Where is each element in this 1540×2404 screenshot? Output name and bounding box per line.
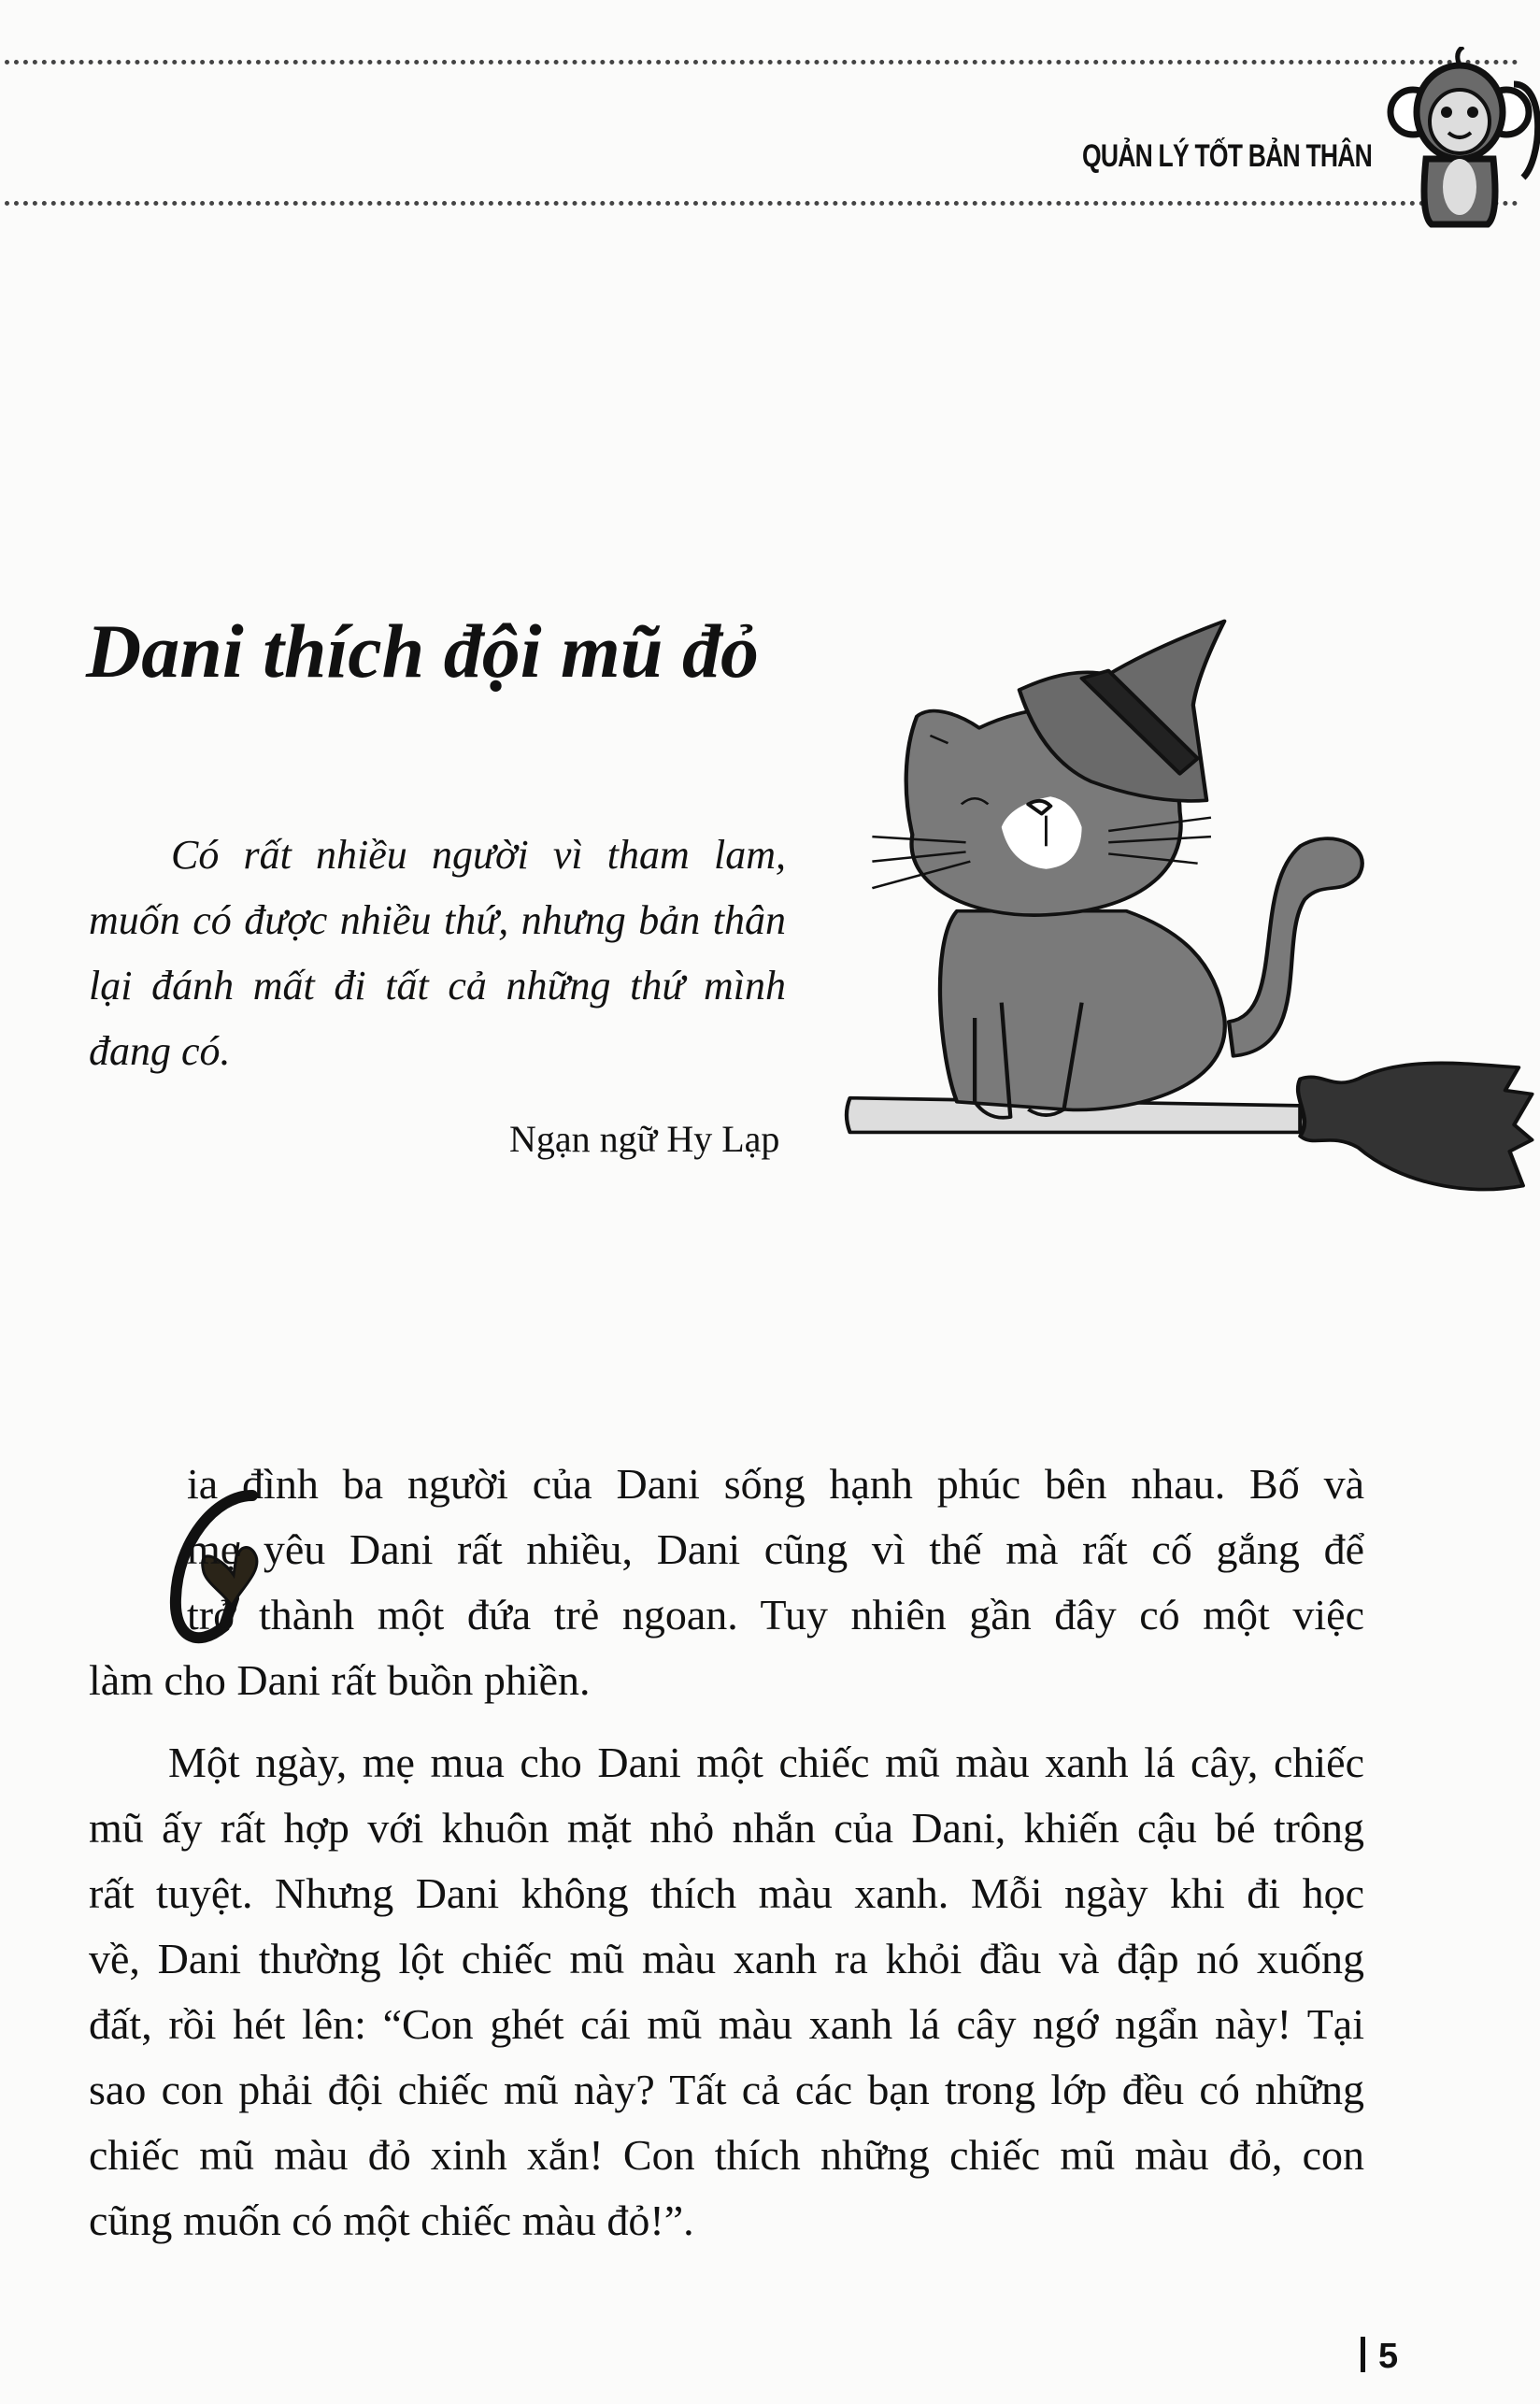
body-line: trở thành một đứa trẻ ngoan. Tuy nhiên gần đây có một việc	[187, 1591, 1364, 1638]
monkey-icon	[1374, 47, 1540, 234]
quote-attribution: Ngạn ngữ Hy Lạp	[509, 1118, 780, 1160]
body-line: Một ngày, mẹ mua cho Dani một chiếc mũ màu xanh lá cây, chiếc	[168, 1739, 1364, 1786]
page-number-text: 5	[1378, 2337, 1399, 2376]
page-number	[1361, 2337, 1398, 2377]
body-line: rất tuyệt. Nhưng Dani không thích màu xanh. Mỗi ngày khi đi học	[89, 1869, 1364, 1917]
body-line: chiếc mũ màu đỏ xinh xắn! Con thích những chiếc mũ màu đỏ, con	[89, 2131, 1364, 2179]
quote-line: muốn có được nhiều thứ, nhưng bản thân	[89, 897, 786, 943]
body-line: sao con phải đội chiếc mũ này? Tất cả các bạn trong lớp đều có những	[89, 2066, 1364, 2113]
body-line: về, Dani thường lột chiếc mũ màu xanh ra khỏi đầu và đập nó xuống	[89, 1935, 1364, 1982]
body-line: mũ ấy rất hợp với khuôn mặt nhỏ nhắn của Dani, khiến cậu bé trông	[89, 1804, 1364, 1852]
witch-cat-on-broom-icon	[841, 598, 1540, 1196]
paragraph-1	[89, 1452, 1364, 1713]
paragraph-2	[89, 1730, 1364, 2254]
body-line: mẹ yêu Dani rất nhiều, Dani cũng vì thế mà rất cố gắng để	[187, 1525, 1364, 1573]
story-title: Dani thích đội mũ đỏ	[86, 608, 759, 694]
body-line: làm cho Dani rất buồn phiền.	[89, 1656, 591, 1704]
quote-line: đang có.	[89, 1028, 231, 1074]
body-line: đất, rồi hét lên: “Con ghét cái mũ màu xanh lá cây ngớ ngẩn này! Tại	[89, 2000, 1364, 2048]
epigraph-quote	[89, 823, 786, 1084]
body-line: cũng muốn có một chiếc màu đỏ!”.	[89, 2197, 694, 2244]
header-top-divider	[5, 60, 1519, 64]
quote-line: Có rất nhiều người vì tham lam,	[171, 832, 786, 878]
section-title: QUẢN LÝ TỐT BẢN THÂN	[1082, 138, 1372, 174]
quote-line: lại đánh mất đi tất cả những thứ mình	[89, 963, 786, 1009]
page-number-bar	[1361, 2337, 1365, 2372]
body-line: ia đình ba người của Dani sống hạnh phúc bên nhau. Bố và	[187, 1460, 1364, 1508]
header-bottom-divider	[5, 201, 1519, 206]
